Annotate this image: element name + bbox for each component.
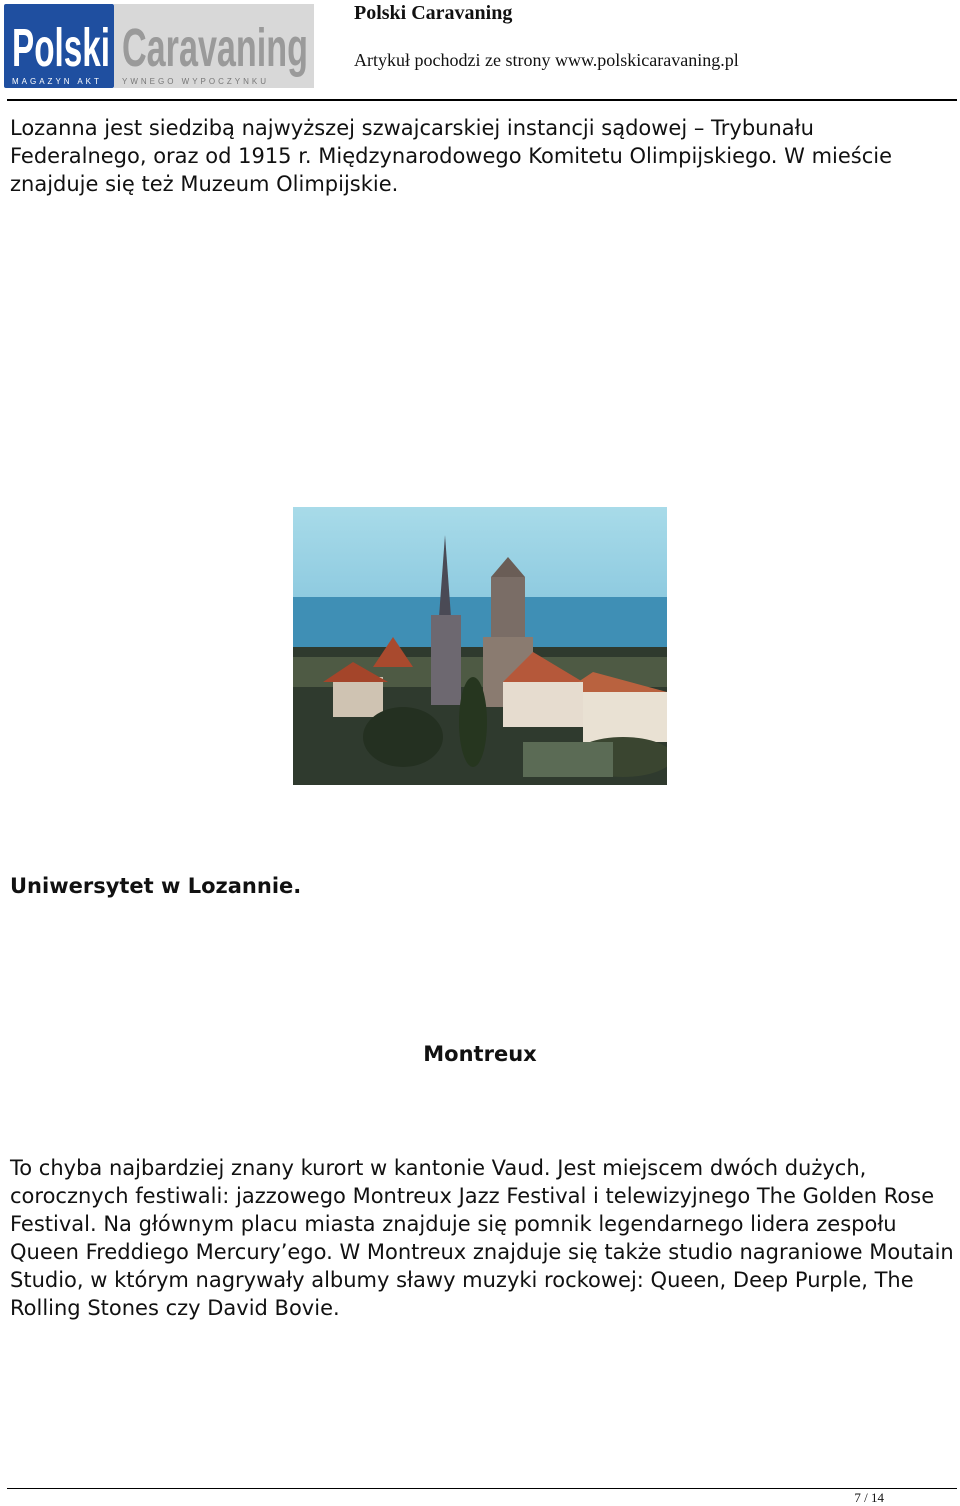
svg-text:Polski: Polski	[12, 18, 111, 78]
polski-caravaning-logo[interactable]	[4, 4, 314, 90]
page-header	[0, 0, 960, 101]
svg-text:YWNEGO WYPOCZYNKU: YWNEGO WYPOCZYNKU	[122, 77, 270, 86]
site-name: Polski Caravaning	[354, 2, 513, 24]
footer-divider	[7, 1488, 957, 1489]
source-line: Artykuł pochodzi ze strony www.polskicaravaning.pl	[354, 50, 739, 70]
section-title-montreux: Montreux	[423, 1042, 537, 1066]
svg-text:Caravaning: Caravaning	[122, 18, 308, 78]
article-paragraph-2: To chyba najbardziej znany kurort w kantonie Vaud. Jest miejscem dwóch dużych, corocznych festiwali: jazzowego Montreux Jazz Festival i telewizyjnego The Golden Rose Festival. Na głównym placu miasta znajduje się pomnik legendarnego lidera zespołu Queen Freddiego Mercury’ego. W Montreux znajduje się także studio nagraniowe Moutain Studio, w którym nagrywały albumy sławy muzyki rockowej: Queen, Deep Purple, The Rolling Stones czy David Bovie.	[10, 1156, 954, 1320]
page-number: 7 / 14	[854, 1490, 884, 1505]
photo-caption: Uniwersytet w Lozannie.	[10, 874, 302, 898]
svg-text:MAGAZYN AKT: MAGAZYN AKT	[12, 77, 102, 86]
lausanne-cathedral-photo	[293, 507, 667, 785]
header-divider	[7, 99, 957, 101]
article-paragraph-1: Lozanna jest siedzibą najwyższej szwajcarskiej instancji sądowej – Trybunału Federalnego, oraz od 1915 r. Międzynarodowego Komitetu Olimpijskiego. W mieście znajduje się też Muzeum Olimpijskie.	[10, 116, 893, 196]
